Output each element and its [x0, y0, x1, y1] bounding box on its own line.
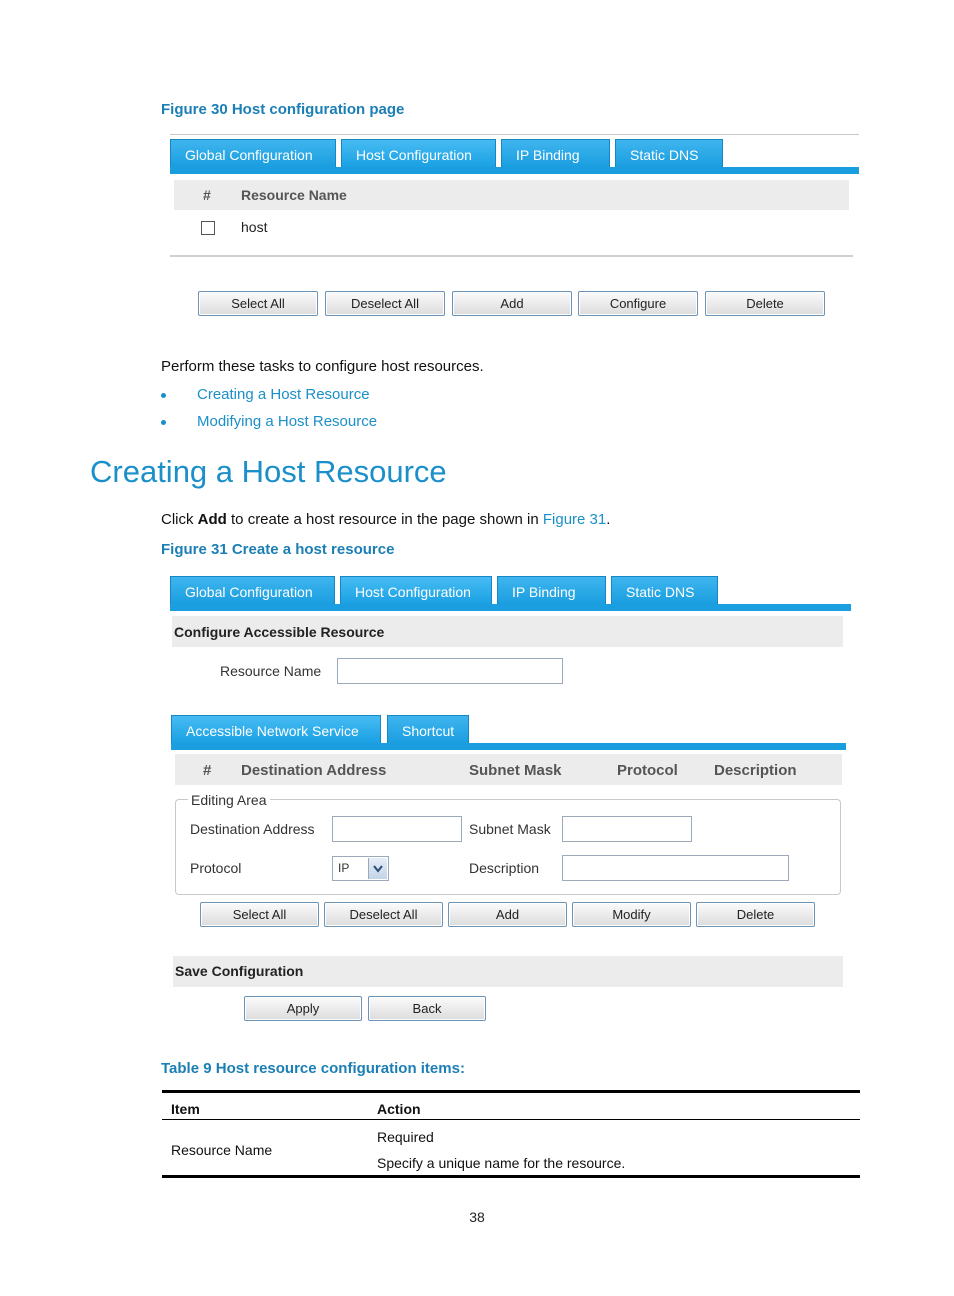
- row-checkbox[interactable]: [201, 221, 215, 235]
- subtab-accessible-network-service[interactable]: Accessible Network Service: [171, 715, 381, 743]
- para-text-post: .: [606, 511, 611, 528]
- protocol-label: Protocol: [190, 860, 242, 876]
- subtab-shortcut[interactable]: Shortcut: [387, 715, 469, 743]
- link-creating-host-resource[interactable]: Creating a Host Resource: [197, 386, 370, 403]
- para-text-mid: to create a host resource in the page shown in: [226, 511, 543, 528]
- section-heading: Creating a Host Resource: [90, 454, 447, 489]
- save-configuration-title: Save Configuration: [175, 963, 304, 979]
- back-button[interactable]: Back: [368, 996, 486, 1021]
- column-header-destination-address: Destination Address: [241, 762, 387, 779]
- column-header-protocol: Protocol: [617, 762, 678, 779]
- subnet-mask-input[interactable]: [562, 816, 692, 842]
- tab-global-configuration[interactable]: Global Configuration: [170, 576, 335, 604]
- column-header-number: #: [203, 762, 212, 779]
- tab-top-line: [170, 134, 859, 135]
- configure-button[interactable]: Configure: [578, 291, 698, 316]
- figure-31-link[interactable]: Figure 31: [542, 511, 607, 528]
- bullet-dot-icon: [161, 393, 166, 398]
- resource-name-label: Resource Name: [220, 663, 322, 679]
- tab-static-dns[interactable]: Static DNS: [615, 139, 723, 167]
- tab-ip-binding[interactable]: IP Binding: [497, 576, 606, 604]
- protocol-selected-value: IP: [338, 861, 350, 875]
- add-instruction-paragraph: [161, 511, 610, 528]
- tab-host-configuration[interactable]: Host Configuration: [340, 576, 492, 604]
- column-header-number: #: [203, 187, 211, 203]
- column-header-description: Description: [714, 762, 797, 779]
- intro-paragraph: Perform these tasks to configure host resources.: [161, 358, 484, 375]
- subtab-underline-bar: [171, 743, 846, 750]
- table-header-action: Action: [377, 1101, 421, 1117]
- deselect-all-button[interactable]: Deselect All: [324, 902, 443, 927]
- tab-static-dns[interactable]: Static DNS: [611, 576, 718, 604]
- table-cell-action-required: Required: [377, 1129, 434, 1145]
- table-bottom-rule: [162, 1175, 860, 1178]
- description-input[interactable]: [562, 855, 789, 881]
- tab-global-configuration[interactable]: Global Configuration: [170, 139, 336, 167]
- table-top-rule: [162, 1090, 860, 1093]
- add-button[interactable]: Add: [448, 902, 567, 927]
- column-header-subnet-mask: Subnet Mask: [469, 762, 562, 779]
- apply-button[interactable]: Apply: [244, 996, 362, 1021]
- table-9-caption: Table 9 Host resource configuration items:: [161, 1060, 465, 1077]
- figure-30-caption: Figure 30 Host configuration page: [161, 101, 405, 118]
- protocol-select[interactable]: [332, 856, 389, 881]
- select-all-button[interactable]: Select All: [198, 291, 318, 316]
- select-all-button[interactable]: Select All: [200, 902, 319, 927]
- tab-host-configuration[interactable]: Host Configuration: [341, 139, 496, 167]
- para-text-pre: Click: [161, 511, 198, 528]
- delete-button[interactable]: Delete: [696, 902, 815, 927]
- bullet-dot-icon: [161, 420, 166, 425]
- link-modifying-host-resource[interactable]: Modifying a Host Resource: [197, 413, 378, 430]
- tab-ip-binding[interactable]: IP Binding: [501, 139, 610, 167]
- para-add-bold: Add: [197, 511, 227, 528]
- destination-address-input[interactable]: [332, 816, 462, 842]
- table-header-rule: [162, 1119, 860, 1120]
- page-number: 38: [469, 1209, 485, 1225]
- table-cell-item: Resource Name: [171, 1142, 273, 1158]
- tab-underline-bar: [170, 167, 859, 174]
- figure-31-caption: Figure 31 Create a host resource: [161, 541, 395, 558]
- subnet-mask-label: Subnet Mask: [469, 821, 551, 837]
- table-cell-action-description: Specify a unique name for the resource.: [377, 1155, 626, 1171]
- table-header-item: Item: [171, 1101, 200, 1117]
- add-button[interactable]: Add: [452, 291, 572, 316]
- resource-host-cell: host: [241, 219, 268, 235]
- editing-area-legend: Editing Area: [188, 792, 270, 808]
- description-label: Description: [469, 860, 540, 876]
- deselect-all-button[interactable]: Deselect All: [325, 291, 445, 316]
- configure-accessible-resource-title: Configure Accessible Resource: [174, 624, 385, 640]
- table-divider: [170, 255, 853, 257]
- delete-button[interactable]: Delete: [705, 291, 825, 316]
- tab-underline-bar: [170, 604, 851, 611]
- resource-name-input[interactable]: [337, 658, 563, 684]
- column-header-resource-name: Resource Name: [241, 187, 347, 203]
- modify-button[interactable]: Modify: [572, 902, 691, 927]
- chevron-down-icon[interactable]: [368, 858, 387, 879]
- destination-address-label: Destination Address: [190, 821, 315, 837]
